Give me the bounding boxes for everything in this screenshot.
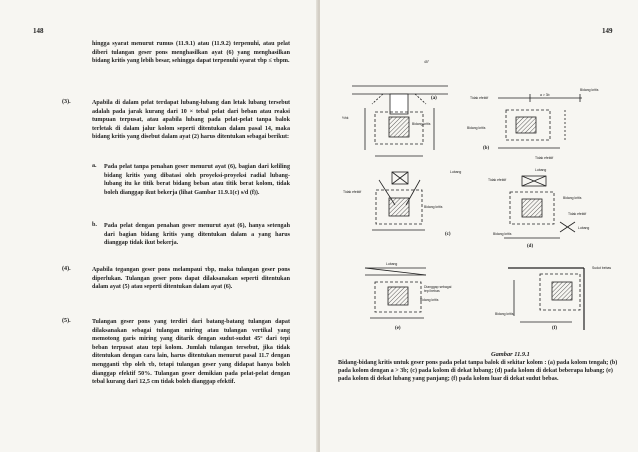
- figure-d-drawing: [504, 176, 575, 238]
- lubang-label: Lubang: [386, 262, 398, 266]
- page-number-left: 148: [33, 27, 44, 35]
- item-paragraph: Apabila tegangan geser pons melampaui τbp, maka tulangan geser pons diperlukan. Tulangan geser pons dapat dilaksanakan seperti ditentukan dalam ayat (5) atau seperti ditentukan dalam ayat (6).: [92, 267, 290, 291]
- item-number: b.: [92, 222, 97, 228]
- item-number: a.: [92, 163, 97, 169]
- figure-f-drawing: [508, 268, 584, 330]
- item-number: (5).: [62, 318, 71, 324]
- hk-label: ½hk: [342, 116, 349, 120]
- figure-e-drawing: [365, 268, 426, 318]
- tidak-efektif-label: Tidak efektif: [488, 178, 507, 182]
- tidak-efektif-label: Tidak efektif: [343, 190, 362, 194]
- bidang-kritis-label: Bidang kritis: [495, 312, 514, 316]
- sudut-bebas-label: Sudut bebas: [592, 266, 612, 270]
- item-number: (4).: [62, 266, 71, 272]
- figure-label-b: (b): [483, 146, 490, 151]
- bidang-kritis-label: Bidang kritis: [580, 88, 599, 92]
- bidang-kritis-label: Bidang kritis: [412, 122, 431, 126]
- item-paragraph: Pada pelat dengan penahan geser menurut ayat (6), hanya setengah dari bagian bidang kritis yang ditentukan dalam a yang harus dianggap tidak ikut bekerja.: [104, 223, 290, 247]
- figure-label-e: (e): [395, 326, 401, 331]
- bidang-kritis-label: Bidang kritis: [493, 232, 512, 236]
- angle-label: 45°: [424, 60, 430, 64]
- intro-paragraph: hingga syarat menurut rumus (11.9.1) atau (11.9.2) terpenuhi, atau pelat diberi tulangan geser pons menghasilkan ayat (6) yang menghasilkan bidang kritis yang lebih besar, sehingga dapat terpenuhi syarat τbp ≤ τbpm.: [92, 41, 290, 65]
- tidak-efektif-label: Tidak efektif: [535, 156, 554, 160]
- item-number: (3).: [62, 99, 71, 105]
- dianggap-tepi-bebas-label: Dianggap sebagai tepi bebas: [424, 285, 452, 293]
- item-paragraph: Pada pelat tanpa penahan geser menurut ayat (6), bagian dari keliling bidang kritis yang dibatasi oleh proyeksi-proyeksi radial lubang-lubang itu ke titik berat bidang beban atau titik berat kolom, tidak boleh dianggap ikut bekerja (lihat Gambar 11.9.1(c) s/d (f)).: [104, 164, 290, 196]
- figure-c-drawing: [372, 172, 425, 230]
- figure-caption-title: Gambar 11.9.1: [491, 351, 530, 358]
- bidang-kritis-label: Bidang kritis: [424, 205, 443, 209]
- a-gt-3b-label: a > 3b: [540, 93, 550, 97]
- item-paragraph: Apabila di dalam pelat terdapat lubang-lubang dan letak lubang tersebut adalah pada jarak kurang dari 10 × tebal pelat dari beban atau reaksi tumpuan terpusat, atau apabila lubang pada pelat-pelat tanpa balok terletak di dalam jalur kolom seperti ditentukan dalam pasal 14, maka bidang kritis yang disebut dalam ayat (2) harus ditentukan sebagai berikut:: [92, 100, 290, 141]
- lubang-label: Lubang: [450, 170, 462, 174]
- bidang-kritis-label: Bidang kritis: [563, 196, 582, 200]
- figure-caption: Bidang-bidang kritis untuk geser pons pada pelat tanpa balok di sekitar kolom : (a) pada kolom tengah; (b) pada kolom dengan a > 3b; (c) pada kolom di dekat lubang; (d) pada kolom di dekat beberapa lubang; (e) pada kolom di dekat lubang yang panjang; (f) pada kolom luar di dekat sudut bebas.: [338, 360, 618, 383]
- lubang-label: Lubang: [535, 168, 547, 172]
- figure-label-a: (a): [431, 96, 437, 101]
- bidang-kritis-label: Bidang kritis: [467, 126, 486, 130]
- page-number-right: 149: [602, 27, 613, 35]
- lubang-label: Lubang: [578, 226, 590, 230]
- tidak-efektif-label: Tidak efektif: [568, 212, 587, 216]
- tidak-efektif-label: Tidak efektif: [470, 96, 489, 100]
- item-paragraph: Tulangan geser pons yang terdiri dari batang-batang tulangan dapat dilaksanakan sebagai tulangan miring atau tulangan vertikal yang memotong garis miring yang ditarik dengan sudut-sudut 45° dari tepi beban terpusat atau tepi kolom. Jumlah tulangan tersebut, jika tidak ditentukan dengan cara lain, harus ditentukan menurut pasal 11.7 dengan mengganti τbp oleh τb, tetapi tulangan geser yang didapat hanya boleh dianggap efektif 50%. Tulangan geser demikian pada pelat-pelat dengan tebal kurang dari 12,5 cm tidak boleh dianggap efektif.: [92, 319, 290, 386]
- bidang-kritis-label: Bidang kritis: [420, 298, 439, 302]
- figure-label-d: (d): [527, 244, 534, 249]
- figure-label-c: (c): [445, 232, 451, 237]
- figure-b-drawing: [498, 94, 582, 148]
- figure-label-f: (f): [552, 326, 557, 331]
